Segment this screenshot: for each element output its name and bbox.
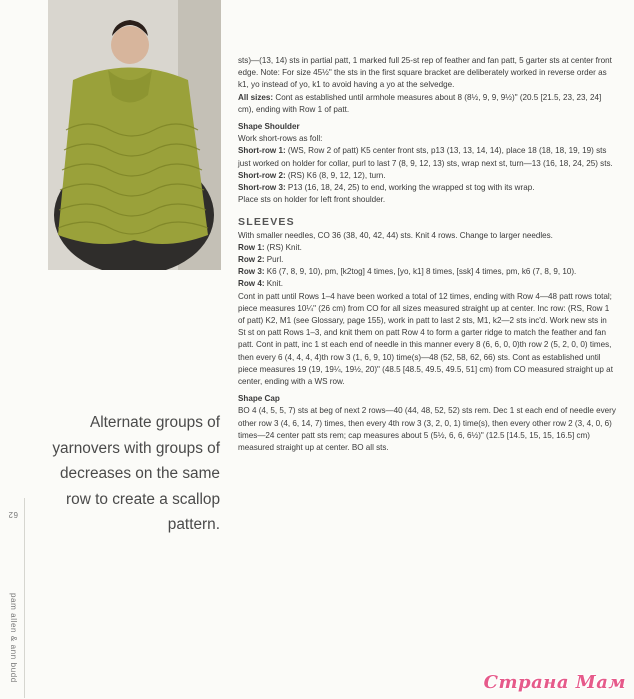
- row-4: [238, 278, 616, 290]
- running-footer: 62 pam allen & ann budd: [7, 510, 18, 683]
- row-3: [238, 266, 616, 278]
- row-3-heading: Row 3:: [238, 267, 265, 277]
- book-authors: pam allen & ann budd: [9, 593, 18, 683]
- all-sizes-heading: All sizes:: [238, 92, 274, 102]
- cont-patt-paragraph: Cont in patt until Rows 1–4 have been worked a total of 12 times, ending with Row 4—48 patt rows total; piece measures 10¼" (26 cm) from CO for all sizes measured straight up at center. Inc row: (RS, Row 1 of patt) K2, M1 (see Glossary, page 155), work in patt to last 2 sts, M1, k2—2 sts inc'd. Work new sts in St st on patt Rows 1–3, and knit them on patt Row 4 to form a garter ridge to match the feather and fan patt. Cont in patt, inc 1 st each end of needle in this manner every 8 (6, 6, 0, 0)th row 2 (5, 2, 0, 0) times, then every 6 (4, 4, 4, 4)th row 3 (1, 6, 9, 10) time(s)—48 (52, 58, 62, 66) sts. Cont as established until piece measures 19 (19, 19¼, 19½, 20)" (48.5 [48.5, 49.5, 49.5, 51] cm) from CO measured straight up at center, ending with a WS row.: [238, 291, 613, 387]
- row-2-heading: Row 2:: [238, 255, 265, 265]
- short-rows-intro: Work short-rows as foll:: [238, 134, 323, 144]
- short-row-2: [238, 170, 616, 182]
- row-2: [238, 254, 616, 266]
- short-row-1: [238, 145, 616, 169]
- short-row-3-body: P13 (16, 18, 24, 25) to end, working the wrapped st tog with its wrap.: [285, 183, 535, 193]
- shape-cap-heading: Shape Cap: [238, 394, 280, 404]
- row-1-heading: Row 1:: [238, 242, 265, 252]
- short-row-1-body: (WS, Row 2 of patt) K5 center front sts, p13 (13, 13, 14, 14), place 18 (18, 18, 19, 19) sts just worked on holder for collar, purl to last 7 (8, 9, 12, 13) sts, wrap next st, turn—13 (16, 18, 24, 25) sts.: [238, 146, 613, 168]
- place-sts-line: Place sts on holder for left front shoulder.: [238, 195, 386, 205]
- short-row-3: [238, 182, 616, 194]
- row-2-body: Purl.: [264, 255, 284, 265]
- shape-cap-paragraph: BO 4 (4, 5, 5, 7) sts at beg of next 2 rows—40 (44, 48, 52, 52) sts rem. Dec 1 st each end of needle every other row 3 (4, 6, 14, 7) times, then every 4th row 3 (3, 2, 0, 1) time(s), then every other row 2 (3, 4, 0, 6) times—24 center patt sts rem; cap measures about 5 (5½, 6, 6, 6½)" (12.5 [14.5, 15, 15, 16.5] cm) measured straight up at center. BO all sts.: [238, 406, 616, 453]
- row-4-body: Knit.: [264, 279, 283, 289]
- pattern-text: [238, 55, 616, 454]
- short-row-1-heading: Short-row 1:: [238, 146, 286, 156]
- all-sizes-body: Cont as established until armhole measures about 8 (8½, 9, 9, 9½)" (20.5 [21.5, 23, 23, 24] cm), ending with Row 1 of patt.: [238, 92, 602, 114]
- short-row-2-heading: Short-row 2:: [238, 170, 286, 180]
- short-row-3-heading: Short-row 3:: [238, 183, 286, 193]
- row-1: [238, 242, 616, 254]
- smaller-needles-line: With smaller needles, CO 36 (38, 40, 42, 44) sts. Knit 4 rows. Change to larger needles.: [238, 230, 553, 240]
- short-row-2-body: (RS) K6 (8, 9, 12, 12), turn.: [285, 170, 386, 180]
- row-3-body: K6 (7, 8, 9, 10), pm, [k2tog] 4 times, [yo, k1] 8 times, [ssk] 4 times, pm, k6 (7, 8, 9, 10).: [264, 267, 577, 277]
- cardigan-photo: [48, 0, 221, 270]
- continued-paragraph: sts)—(13, 14) sts in partial patt, 1 marked full 25-st rep of feather and fan patt, 5 garter sts at center front edge. Note: For size 45½" the sts in the first square bracket are deliberately worked in reverse order as k1, yo instead of yo, k1 to avoid having a yo at the selvedge.: [238, 56, 612, 90]
- pull-quote: Alternate groups of yarnovers with groups of decreases on the same row to create a scallop pattern.: [52, 414, 220, 533]
- sleeves-heading: SLEEVES: [238, 216, 295, 229]
- all-sizes-paragraph: [238, 92, 616, 116]
- row-4-heading: Row 4:: [238, 279, 265, 289]
- row-1-body: (RS) Knit.: [264, 242, 302, 252]
- site-watermark: Страна Мам: [483, 672, 626, 693]
- shape-shoulder-heading: Shape Shoulder: [238, 122, 300, 132]
